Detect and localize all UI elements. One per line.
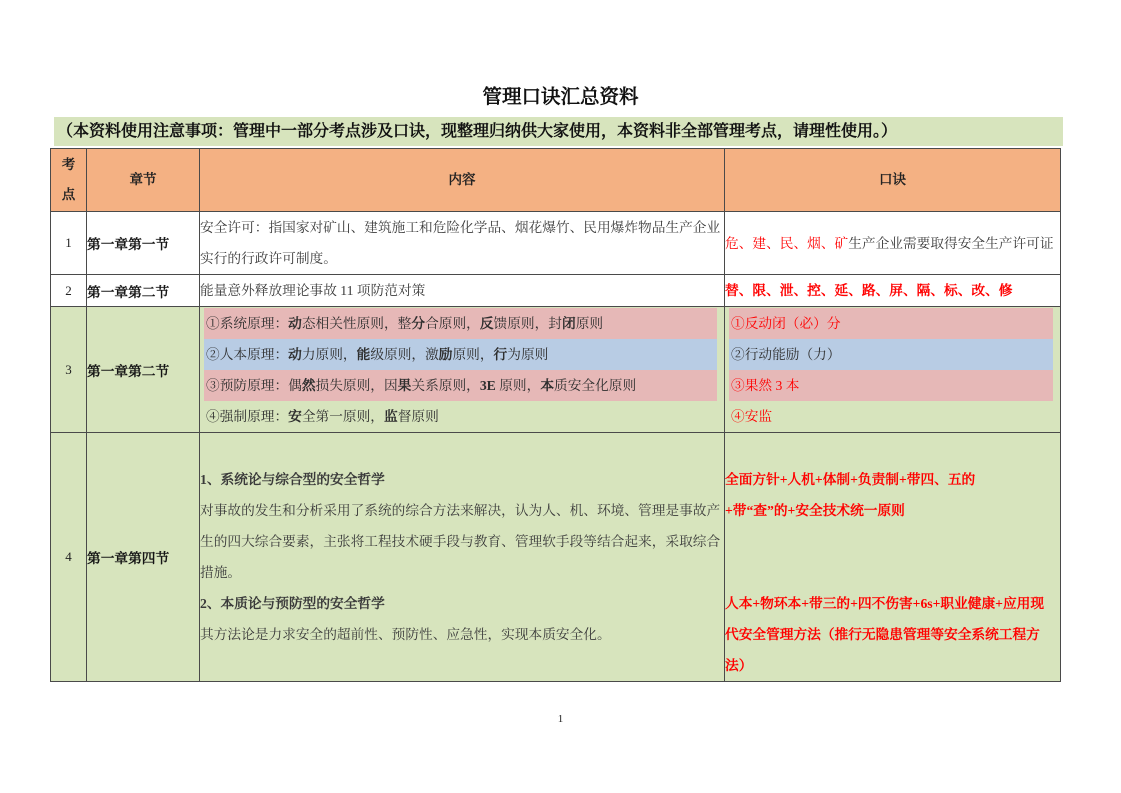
text-run: ④强制原理： — [206, 408, 289, 424]
text-run: 能量意外释放理论事故 11 项防范对策 — [200, 283, 426, 298]
text-run: 原则， — [452, 346, 494, 362]
principle-line — [204, 401, 717, 432]
text-run: 其方法论是力求安全的超前性、预防性、应急性，实现本质安全化。 — [200, 627, 611, 642]
mnemonic-line — [729, 308, 1053, 339]
text-run: 励 — [438, 346, 453, 362]
principle-line — [204, 308, 717, 339]
text-run: 态相关性原则，整 — [301, 315, 412, 331]
header-content: 内容 — [200, 149, 725, 212]
text-run: 馈原则，封 — [493, 315, 562, 331]
table-row — [51, 212, 1061, 275]
chapter-cell: 第一章第一节 — [87, 212, 200, 275]
mnemonic-cell — [725, 307, 1061, 433]
row-number: 4 — [51, 433, 87, 682]
text-run: 为原则 — [507, 346, 549, 362]
text-run: 损失原则，因 — [315, 377, 398, 393]
row-number: 3 — [51, 307, 87, 433]
header-mnemonic: 口诀 — [725, 149, 1061, 212]
table-header-row — [51, 149, 1061, 212]
text-run: 分 — [411, 315, 426, 331]
content-paragraph — [200, 495, 724, 588]
content-paragraph — [200, 275, 724, 306]
text-run: 果 — [397, 377, 412, 393]
content-paragraph — [200, 588, 724, 619]
row-number: 1 — [51, 212, 87, 275]
text-run: ③果然 3 本 — [731, 377, 800, 393]
text-run: 监 — [383, 408, 398, 424]
table-head — [51, 149, 1061, 212]
table-row — [51, 275, 1061, 307]
content-cell — [200, 212, 725, 275]
table-body — [51, 212, 1061, 682]
text-run: 然 — [301, 377, 316, 393]
text-run: 合原则， — [425, 315, 480, 331]
mnemonic-cell — [725, 275, 1061, 307]
text-run: 关系原则， — [411, 377, 480, 393]
text-run: 2、本质论与预防型的安全哲学 — [200, 596, 385, 611]
text-run: ④安监 — [731, 408, 773, 424]
document-title: 管理口诀汇总资料 — [482, 86, 639, 108]
text-run: ③预防原理：偶 — [206, 377, 302, 393]
mnemonic-paragraph — [725, 275, 1060, 306]
principle-line — [204, 339, 717, 370]
text-run: 人本+物环本+带三的+四不伤害+6s+职业健康+应用现代安全管理方法（推行无隐患管理等安全系统工程方法） — [725, 596, 1045, 673]
text-run: 动 — [288, 346, 302, 362]
text-run: 替、限、泄、控、延、路、屏、隔、标、改、修 — [725, 283, 1013, 298]
text-run: ②人本原理： — [206, 346, 289, 362]
content-paragraph — [200, 619, 724, 650]
header-exam-point — [51, 149, 87, 212]
text-run: 督原则 — [397, 408, 439, 424]
chapter-cell: 第一章第二节 — [87, 275, 200, 307]
text-run: 1、系统论与综合型的安全哲学 — [200, 472, 385, 487]
mnemonic-line — [729, 370, 1053, 401]
text-run: ①系统原理： — [206, 315, 289, 331]
text-run: ①反动闭（必）分 — [731, 315, 841, 331]
content-cell — [200, 433, 725, 682]
text-run: 力原则， — [301, 346, 357, 362]
text-run: 安全许可：指国家对矿山、建筑施工和危险化学品、烟花爆竹、民用爆炸物品生产企业实行的行政许可制度。 — [200, 220, 721, 266]
content-paragraph — [200, 464, 724, 495]
mnemonic-paragraph — [725, 588, 1055, 681]
mnemonic-line — [729, 339, 1053, 370]
mnemonic-cell — [725, 433, 1061, 682]
table-row — [51, 307, 1061, 433]
usage-notice-banner: （本资料使用注意事项：管理中一部分考点涉及口诀，现整理归纳供大家使用，本资料非全部管理考点，请理性使用。） — [54, 117, 1063, 146]
chapter-cell: 第一章第二节 — [87, 307, 200, 433]
text-run: 闭 — [561, 315, 576, 331]
text-run: 3E — [479, 377, 496, 393]
mnemonic-cell — [725, 212, 1061, 275]
chapter-cell: 第一章第四节 — [87, 433, 200, 682]
text-run: 原则， — [495, 377, 541, 393]
text-run: 原则 — [575, 315, 604, 331]
header-chapter: 章节 — [87, 149, 200, 212]
text-run: 动 — [288, 315, 302, 331]
text-run: ②行动能励（力） — [731, 346, 841, 362]
principle-line — [204, 370, 717, 401]
table-row — [51, 433, 1061, 682]
text-run: 质安全化原则 — [554, 377, 637, 393]
header-exam-point-label: 考点 — [61, 157, 76, 202]
content-cell — [200, 275, 725, 307]
text-run: 全面方针+人机+体制+负责制+带四、五的+带“查”的+安全技术统一原则 — [725, 472, 976, 518]
mnemonic-paragraph — [725, 464, 1033, 526]
text-run: 生产企业需要取得安全生产许可证 — [848, 235, 1054, 251]
text-run: 全第一原则， — [301, 408, 384, 424]
text-run: 本 — [540, 377, 555, 393]
mnemonic-paragraph — [725, 228, 1060, 259]
content-paragraph — [200, 212, 724, 274]
mnemonic-summary-table — [50, 148, 1061, 682]
text-run: 危、建、民、烟、矿 — [725, 235, 849, 251]
content-cell — [200, 307, 725, 433]
text-run: 能 — [356, 346, 371, 362]
row-number: 2 — [51, 275, 87, 307]
text-run: 安 — [288, 408, 302, 424]
text-run: 级原则，激 — [370, 346, 439, 362]
text-run: 行 — [493, 346, 508, 362]
text-run: 反 — [479, 315, 494, 331]
text-run: 对事故的发生和分析采用了系统的综合方法来解决，认为人、机、环境、管理是事故产生的四大综合要素，主张将工程技术硬手段与教育、管理软手段等结合起来，采取综合措施。 — [200, 503, 721, 580]
page-number: 1 — [557, 713, 564, 725]
mnemonic-line — [729, 401, 1053, 432]
